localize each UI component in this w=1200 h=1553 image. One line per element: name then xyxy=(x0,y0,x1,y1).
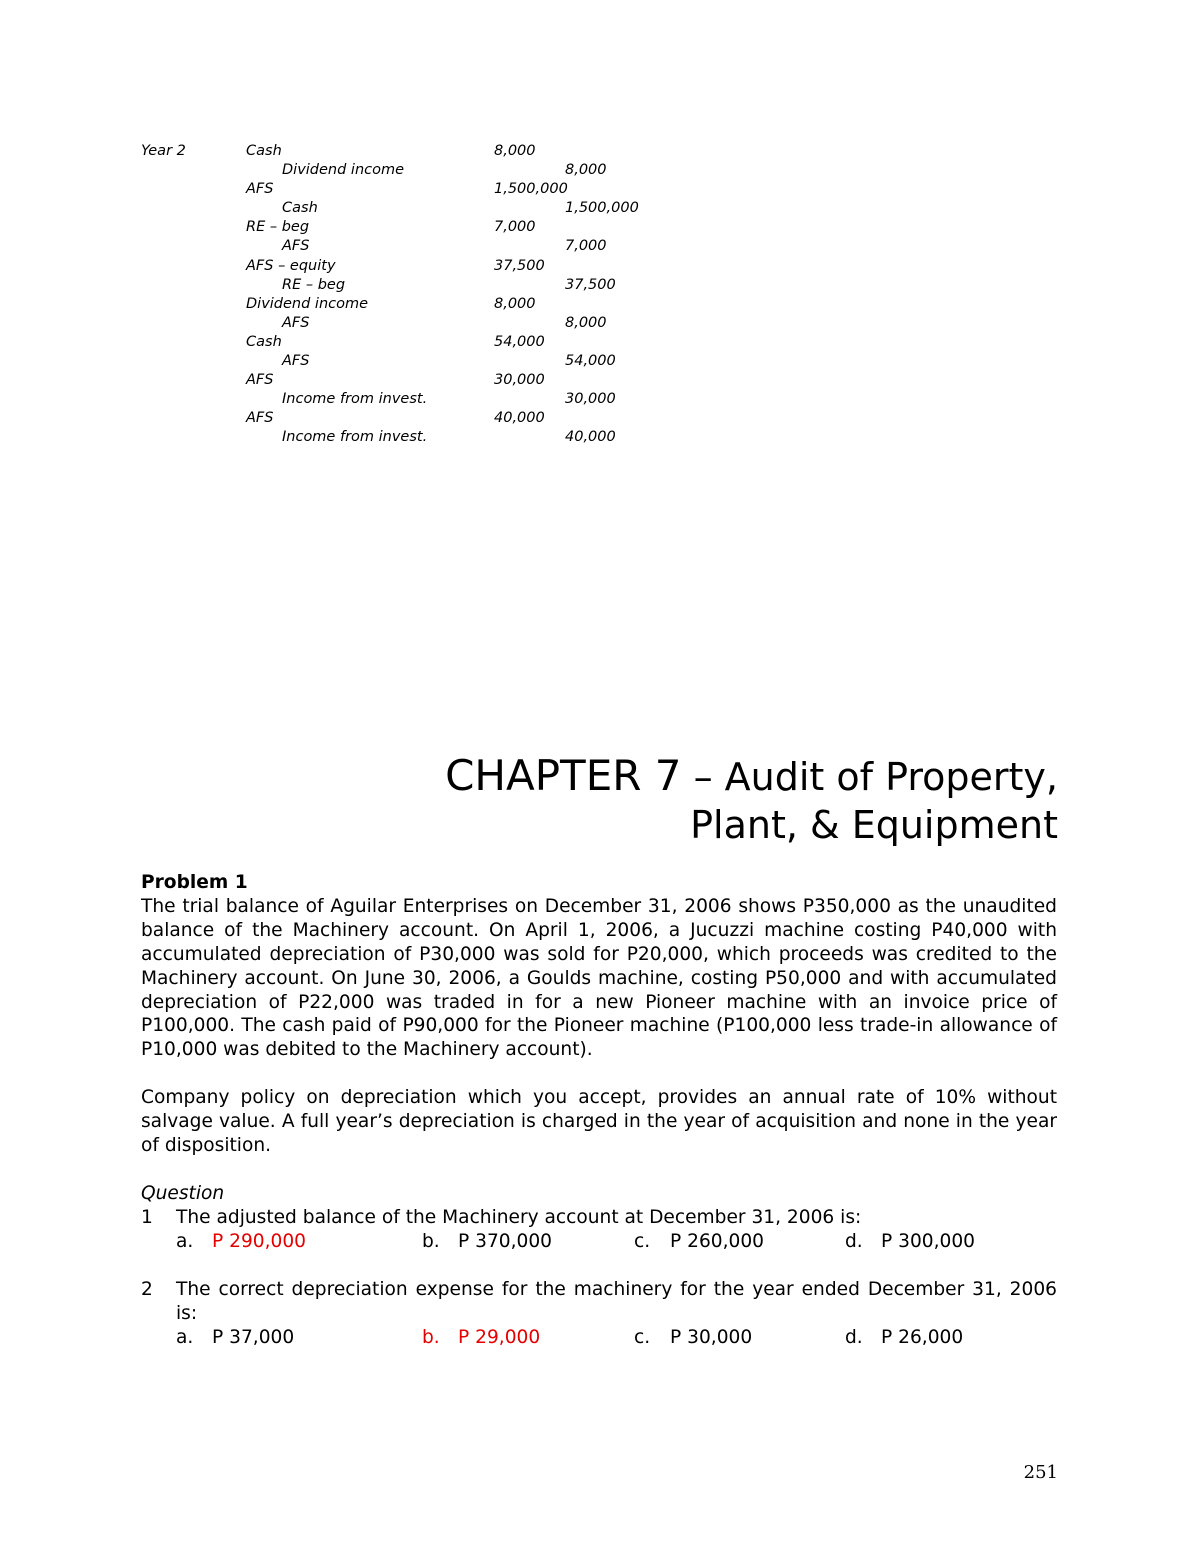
credit-amount: 7,000 xyxy=(565,238,607,255)
problem-paragraph: Company policy on depreciation which you accept, provides an annual rate of 10% without salvage value. A full year’s depreciation is charged in the year of acquisition and none in the year of disposition. xyxy=(141,1087,1057,1157)
debit-amount: 8,000 xyxy=(494,295,536,312)
credit-amount: 40,000 xyxy=(565,429,616,446)
journal-row xyxy=(141,371,701,390)
account-name: AFS xyxy=(282,314,310,331)
account-name: Dividend income xyxy=(246,295,369,312)
account-name: AFS xyxy=(282,353,310,370)
journal-row xyxy=(141,428,701,447)
journal-row xyxy=(141,237,701,256)
debit-amount: 1,500,000 xyxy=(494,181,568,198)
credit-amount: 8,000 xyxy=(565,162,607,179)
credit-amount: 54,000 xyxy=(565,353,616,370)
journal-row xyxy=(141,390,701,409)
problem-section xyxy=(141,871,1057,1350)
choice-d xyxy=(845,1230,975,1254)
question-number: 2 xyxy=(141,1278,153,1300)
journal-entries xyxy=(141,142,701,448)
credit-amount: 1,500,000 xyxy=(565,200,639,217)
choice-value: P 260,000 xyxy=(670,1230,765,1252)
choice-value-correct: P 290,000 xyxy=(212,1230,307,1252)
choice-value-correct: P 29,000 xyxy=(458,1326,541,1348)
debit-amount: 7,000 xyxy=(494,219,536,236)
choice-a xyxy=(176,1230,306,1254)
account-name: Income from invest. xyxy=(282,391,428,408)
account-name: Cash xyxy=(246,143,282,159)
year-label: Year 2 xyxy=(141,143,186,159)
question-number: 1 xyxy=(141,1206,153,1228)
problem-paragraph: The trial balance of Aguilar Enterprises on December 31, 2006 shows P350,000 as the unaudited balance of the Machinery account. On April 1, 2006, a Jucuzzi machine costing P40,000 with accumulated depreciation of P30,000 was sold for P20,000, which proceeds was credited to the Machinery account. On June 30, 2006, a Goulds machine, costing P50,000 and with accumulated depreciation of P22,000 was traded in for a new Pioneer machine with an invoice price of P100,000. The cash paid of P90,000 for the Pioneer machine (P100,000 less trade-in allowance of P10,000 was debited to the Machinery account). xyxy=(141,895,1057,1061)
journal-row xyxy=(141,199,701,218)
question-1 xyxy=(141,1206,1057,1254)
answer-choices xyxy=(176,1326,1057,1350)
chapter-title-line1 xyxy=(445,752,1058,801)
choice-b xyxy=(422,1230,552,1254)
choice-letter: c. xyxy=(634,1326,651,1348)
credit-amount: 8,000 xyxy=(565,314,607,331)
debit-amount: 40,000 xyxy=(494,410,545,427)
choice-letter: a. xyxy=(176,1230,194,1252)
account-name: RE – beg xyxy=(282,276,346,293)
journal-row xyxy=(141,409,701,428)
journal-row xyxy=(141,276,701,295)
choice-value: P 26,000 xyxy=(881,1326,964,1348)
choice-value: P 370,000 xyxy=(458,1230,553,1252)
chapter-heading xyxy=(445,752,1058,849)
debit-amount: 8,000 xyxy=(494,143,536,159)
account-name: AFS xyxy=(246,372,274,389)
journal-row xyxy=(141,352,701,371)
account-name: Cash xyxy=(246,333,282,350)
chapter-title-part1: – Audit of Property, xyxy=(681,755,1058,799)
choice-value: P 30,000 xyxy=(670,1326,753,1348)
journal-row xyxy=(141,142,701,161)
journal-row xyxy=(141,180,701,199)
account-name: Dividend income xyxy=(282,162,405,179)
journal-row xyxy=(141,333,701,352)
choice-letter: d. xyxy=(845,1326,863,1348)
debit-amount: 30,000 xyxy=(494,372,545,389)
page-number: 251 xyxy=(1023,1462,1058,1483)
account-name: Cash xyxy=(282,200,318,217)
question-text: The correct depreciation expense for the machinery for the year ended December 31, 2006 is: xyxy=(176,1278,1057,1324)
answer-choices xyxy=(176,1230,1057,1254)
journal-row xyxy=(141,295,701,314)
journal-row xyxy=(141,218,701,237)
choice-d xyxy=(845,1326,963,1350)
problem-title: Problem 1 xyxy=(141,872,248,893)
debit-amount: 37,500 xyxy=(494,257,545,274)
account-name: Income from invest. xyxy=(282,429,428,446)
question-2 xyxy=(141,1278,1057,1350)
journal-row xyxy=(141,314,701,333)
choice-a xyxy=(176,1326,294,1350)
choice-value: P 300,000 xyxy=(881,1230,976,1252)
account-name: AFS xyxy=(246,181,274,198)
account-name: AFS – equity xyxy=(246,257,336,274)
journal-row xyxy=(141,257,701,276)
question-heading: Question xyxy=(141,1182,225,1204)
credit-amount: 30,000 xyxy=(565,391,616,408)
chapter-number: CHAPTER 7 xyxy=(445,751,682,800)
choice-letter: a. xyxy=(176,1326,194,1348)
credit-amount: 37,500 xyxy=(565,276,616,293)
choice-letter: d. xyxy=(845,1230,863,1252)
account-name: AFS xyxy=(246,410,274,427)
debit-amount: 54,000 xyxy=(494,333,545,350)
choice-b xyxy=(422,1326,540,1350)
question-text: The adjusted balance of the Machinery account at December 31, 2006 is: xyxy=(176,1206,862,1228)
choice-c xyxy=(634,1230,764,1254)
chapter-title-line2: Plant, & Equipment xyxy=(690,803,1058,847)
account-name: AFS xyxy=(282,238,310,255)
journal-row xyxy=(141,161,701,180)
choice-letter: c. xyxy=(634,1230,651,1252)
account-name: RE – beg xyxy=(246,219,310,236)
choice-c xyxy=(634,1326,752,1350)
choice-letter: b. xyxy=(422,1326,440,1348)
choice-letter: b. xyxy=(422,1230,440,1252)
choice-value: P 37,000 xyxy=(212,1326,295,1348)
